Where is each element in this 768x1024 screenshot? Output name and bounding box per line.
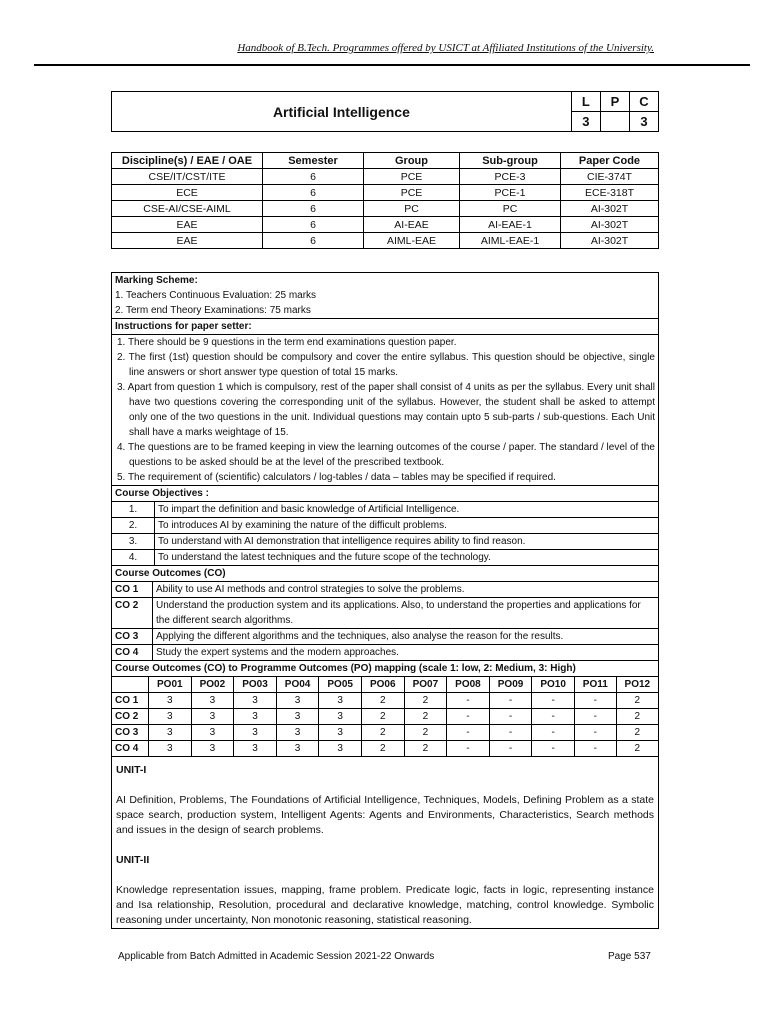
lpc-value-c: 3 [629, 112, 658, 132]
col-header: PO12 [616, 677, 658, 693]
lpc-header-p: P [600, 92, 629, 112]
row-label: CO 2 [112, 709, 149, 725]
footer-applicability: Applicable from Batch Admitted in Academic Session 2021-22 Onwards [118, 951, 435, 962]
cell: 3 [149, 709, 192, 725]
cell: - [574, 693, 616, 709]
cell: AI-302T [561, 217, 659, 233]
cell: 2 [616, 741, 658, 757]
outcomes-table [112, 582, 658, 660]
cell: - [532, 725, 575, 741]
cell: - [532, 709, 575, 725]
cell: 6 [263, 217, 364, 233]
cell: 3 [191, 693, 234, 709]
table-row [112, 201, 659, 217]
course-title: Artificial Intelligence [112, 92, 572, 132]
cell: - [532, 741, 575, 757]
syllabus-box [111, 272, 659, 929]
outcome-code: CO 4 [112, 645, 153, 661]
mapping-header-row [112, 677, 658, 693]
cell: 2 [361, 693, 404, 709]
cell: 3 [191, 741, 234, 757]
cell: 3 [319, 709, 362, 725]
cell: 3 [149, 693, 192, 709]
cell: PC [364, 201, 460, 217]
cell: 3 [276, 709, 319, 725]
cell: PCE [364, 169, 460, 185]
table-row [112, 725, 658, 741]
cell: 3 [319, 741, 362, 757]
list-item [112, 629, 658, 645]
marking-item: 1. Teachers Continuous Evaluation: 25 marks [115, 290, 317, 301]
cell: - [447, 709, 490, 725]
marking-scheme-section [112, 273, 659, 319]
cell: 3 [149, 741, 192, 757]
list-item [112, 518, 658, 534]
cell: CSE/IT/CST/ITE [112, 169, 263, 185]
cell: 3 [234, 741, 277, 757]
col-header: PO07 [404, 677, 447, 693]
cell: 3 [276, 725, 319, 741]
cell: AI-302T [561, 201, 659, 217]
outcome-code: CO 2 [112, 598, 153, 629]
cell: 2 [616, 725, 658, 741]
objective-number: 1. [112, 502, 155, 518]
list-item [112, 534, 658, 550]
cell: 2 [361, 741, 404, 757]
cell: ECE [112, 185, 263, 201]
marking-item: 2. Term end Theory Examinations: 75 marks [115, 305, 311, 316]
cell: 2 [361, 725, 404, 741]
col-header: Discipline(s) / EAE / OAE [112, 153, 263, 169]
col-header: PO11 [574, 677, 616, 693]
mapping-heading: Course Outcomes (CO) to Programme Outcomes (PO) mapping (scale 1: low, 2: Medium, 3: High) [112, 661, 659, 677]
cell: 6 [263, 233, 364, 249]
course-title-box [111, 91, 659, 132]
cell: - [489, 709, 532, 725]
cell: 2 [616, 693, 658, 709]
lpc-value-l: 3 [571, 112, 600, 132]
objective-number: 2. [112, 518, 155, 534]
table-row [112, 185, 659, 201]
cell: PCE-3 [460, 169, 561, 185]
cell: AI-EAE-1 [460, 217, 561, 233]
cell: - [489, 741, 532, 757]
table-row [112, 169, 659, 185]
col-header: Group [364, 153, 460, 169]
cell: CSE-AI/CSE-AIML [112, 201, 263, 217]
page-header: Handbook of B.Tech. Programmes offered by USICT at Affiliated Institutions of the University. [237, 42, 654, 54]
col-header: Paper Code [561, 153, 659, 169]
header-rule [34, 64, 750, 66]
cell: 6 [263, 185, 364, 201]
unit-heading: UNIT-II [116, 854, 150, 866]
cell: PC [460, 201, 561, 217]
row-label: CO 1 [112, 693, 149, 709]
cell: AI-EAE [364, 217, 460, 233]
outcome-text: Ability to use AI methods and control strategies to solve the problems. [153, 582, 659, 598]
outcomes-section [112, 582, 659, 661]
cell: 3 [276, 741, 319, 757]
col-header: PO05 [319, 677, 362, 693]
cell: - [447, 725, 490, 741]
objectives-section [112, 502, 659, 566]
col-header: PO10 [532, 677, 575, 693]
cell: PCE-1 [460, 185, 561, 201]
cell: EAE [112, 233, 263, 249]
lpc-header-c: C [629, 92, 658, 112]
objective-text: To introduces AI by examining the nature of the difficult problems. [155, 518, 659, 534]
cell: 3 [191, 709, 234, 725]
instruction-item: 1. There should be 9 questions in the term end examinations question paper. [117, 337, 457, 348]
cell: 3 [234, 709, 277, 725]
outcome-text: Understand the production system and its applications. Also, to understand the properties and applications for the different search algorithms. [153, 598, 659, 629]
objective-number: 3. [112, 534, 155, 550]
cell: AI-302T [561, 233, 659, 249]
cell: 2 [404, 741, 447, 757]
col-header: PO03 [234, 677, 277, 693]
objective-text: To impart the definition and basic knowledge of Artificial Intelligence. [155, 502, 659, 518]
cell: - [574, 709, 616, 725]
cell: 2 [404, 709, 447, 725]
discipline-table [111, 152, 659, 249]
cell: 2 [404, 725, 447, 741]
col-header: PO04 [276, 677, 319, 693]
objective-text: To understand with AI demonstration that intelligence requires ability to find reason. [155, 534, 659, 550]
cell: 3 [319, 725, 362, 741]
cell: 3 [149, 725, 192, 741]
page-number: Page 537 [608, 951, 651, 962]
cell: AIML-EAE [364, 233, 460, 249]
col-header: Semester [263, 153, 364, 169]
row-label: CO 4 [112, 741, 149, 757]
col-header: PO02 [191, 677, 234, 693]
cell: - [574, 741, 616, 757]
lpc-value-p [600, 112, 629, 132]
list-item [112, 502, 658, 518]
cell: PCE [364, 185, 460, 201]
table-row [112, 709, 658, 725]
unit-text: AI Definition, Problems, The Foundations of Artificial Intelligence, Techniques, Models, Defining Problem as a state space search, production system, Intelligent Agents: Agents and Environments, Characteristics, Search methods and issues in the design of search problems. [116, 794, 654, 836]
list-item [112, 645, 658, 661]
cell: EAE [112, 217, 263, 233]
table-row [112, 693, 658, 709]
col-header: PO01 [149, 677, 192, 693]
objective-number: 4. [112, 550, 155, 566]
row-label: CO 3 [112, 725, 149, 741]
cell: 6 [263, 169, 364, 185]
cell: 6 [263, 201, 364, 217]
marking-scheme-heading: Marking Scheme: [115, 275, 198, 286]
cell: 3 [234, 725, 277, 741]
instructions-heading: Instructions for paper setter: [112, 319, 659, 335]
cell: 3 [234, 693, 277, 709]
cell: 2 [404, 693, 447, 709]
lpc-header-l: L [571, 92, 600, 112]
cell: 2 [361, 709, 404, 725]
table-row [112, 741, 658, 757]
list-item [112, 582, 658, 598]
cell: - [574, 725, 616, 741]
cell: 2 [616, 709, 658, 725]
cell: 3 [319, 693, 362, 709]
col-header: PO08 [447, 677, 490, 693]
objective-text: To understand the latest techniques and the future scope of the technology. [155, 550, 659, 566]
instruction-item: 2. The first (1st) question should be compulsory and cover the entire syllabus. This question should be objective, single line answers or short answer type question of total 15 marks. [117, 352, 655, 378]
outcomes-heading: Course Outcomes (CO) [112, 566, 659, 582]
discipline-header-row [112, 153, 659, 169]
table-row [112, 217, 659, 233]
cell: - [489, 693, 532, 709]
cell: CIE-374T [561, 169, 659, 185]
col-header: PO09 [489, 677, 532, 693]
outcome-text: Study the expert systems and the modern approaches. [153, 645, 659, 661]
cell: - [447, 693, 490, 709]
units-section [112, 757, 659, 929]
col-header [112, 677, 149, 693]
unit-text: Knowledge representation issues, mapping, frame problem. Predicate logic, facts in logic, representing instance and Isa relationship, Resolution, procedural and declarative knowledge, matching, control knowledge. Symbolic reasoning under uncertainty, Non monotonic reasoning, statistical reasoning. [116, 884, 654, 926]
list-item [112, 550, 658, 566]
instruction-item: 5. The requirement of (scientific) calculators / log-tables / data – tables may be specified if required. [117, 472, 556, 483]
cell: - [532, 693, 575, 709]
objectives-heading: Course Objectives : [112, 486, 659, 502]
mapping-section [112, 677, 659, 757]
unit-heading: UNIT-I [116, 764, 147, 776]
outcome-code: CO 3 [112, 629, 153, 645]
cell: AIML-EAE-1 [460, 233, 561, 249]
instruction-item: 4. The questions are to be framed keeping in view the learning outcomes of the course / paper. The standard / level of the questions to be asked should be at the level of the prescribed textbook. [117, 442, 655, 468]
outcome-text: Applying the different algorithms and the techniques, also analyse the reason for the results. [153, 629, 659, 645]
cell: 3 [276, 693, 319, 709]
table-row [112, 233, 659, 249]
cell: - [447, 741, 490, 757]
col-header: PO06 [361, 677, 404, 693]
list-item [112, 598, 658, 629]
instructions-section [112, 335, 659, 486]
cell: 3 [191, 725, 234, 741]
cell: - [489, 725, 532, 741]
co-po-mapping-table [112, 677, 658, 756]
objectives-table [112, 502, 658, 565]
outcome-code: CO 1 [112, 582, 153, 598]
instruction-item: 3. Apart from question 1 which is compulsory, rest of the paper shall consist of 4 units as per the syllabus. Every unit shall have two questions covering the corresponding unit of the syllabus. However, the student shall be asked to attempt only one of the two questions in the unit. Individual questions may contain upto 5 sub-parts / sub-questions. Each Unit shall have a marks weightage of 15. [117, 382, 655, 438]
col-header: Sub-group [460, 153, 561, 169]
cell: ECE-318T [561, 185, 659, 201]
